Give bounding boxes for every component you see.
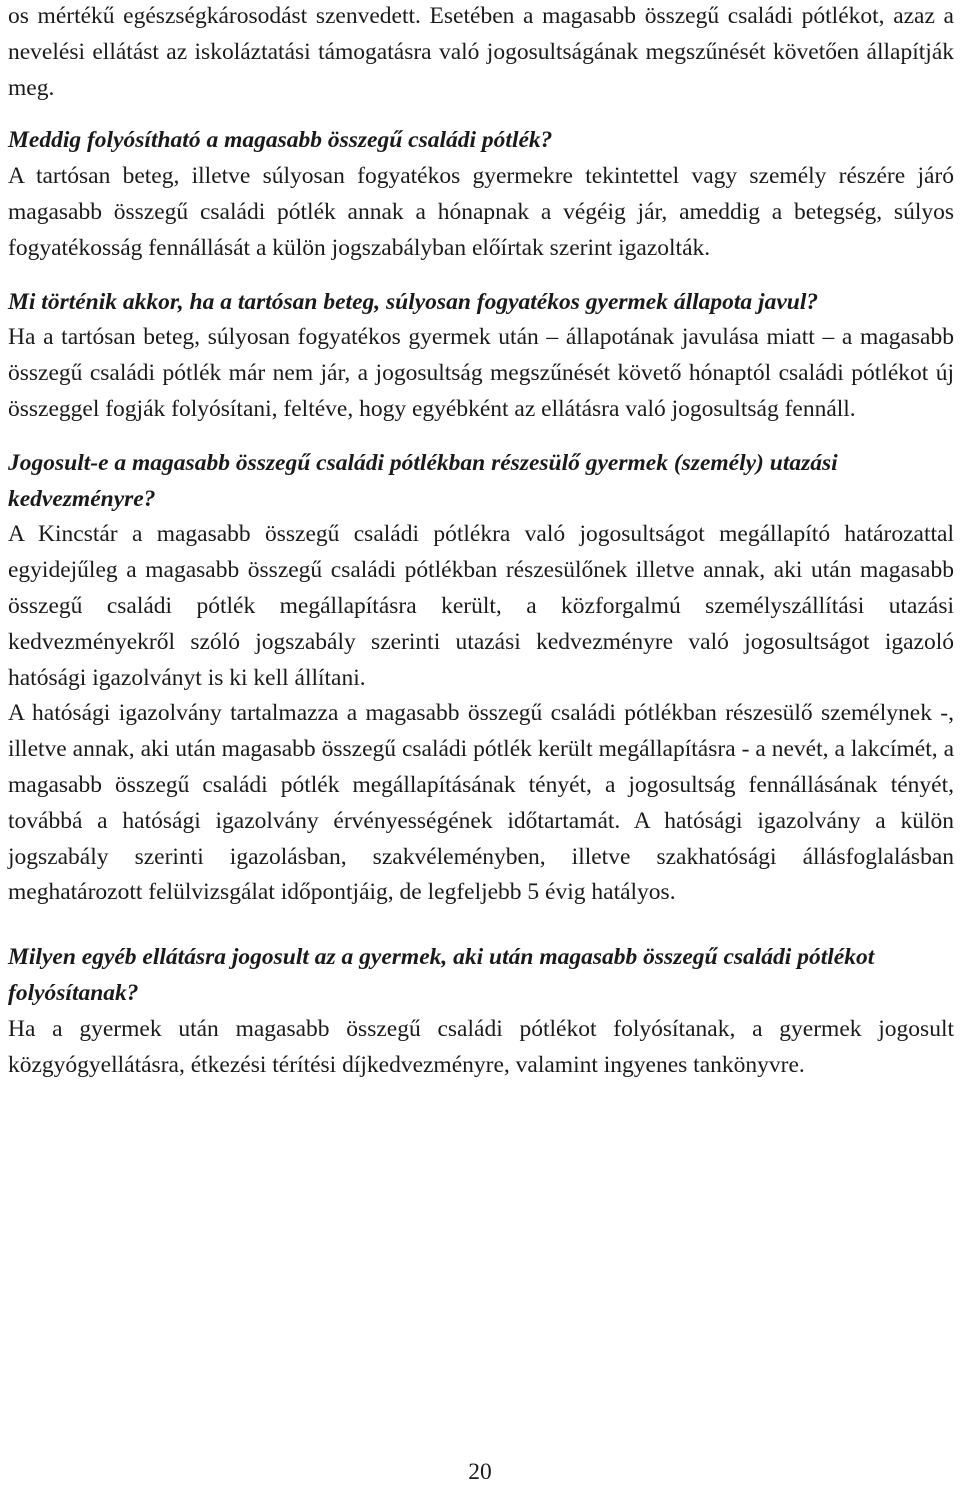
section-heading-other-benefits: Milyen egyéb ellátásra jogosult az a gyermek, aki után magasabb összegű családi pótlékot folyósítanak? bbox=[8, 944, 875, 1006]
section-paragraph-duration: A tartósan beteg, illetve súlyosan fogyatékos gyermekre tekintettel vagy személy részére járó magasabb összegű családi pótlék annak a hónapnak a végéig jár, ameddig a betegség, súlyos fogyatékosság fennállását a külön jogszabályban előírtak szerint igazolták. bbox=[8, 163, 954, 261]
page-number: 20 bbox=[468, 1459, 492, 1485]
section-paragraph-certificate-contents: A hatósági igazolvány tartalmazza a magasabb összegű családi pótlékban részesülő személynek -, illetve annak, aki után magasabb összegű családi pótlék került megállapításra - a nevét, a lakcímét, a magasabb összegű családi pótlék megállapításának tényét, a jogosultság fennállásának tényét, továbbá a hatósági igazolvány érvényességének időtartamát. A hatósági igazolvány a külön jogszabály szerinti igazolásban, szakvéleményben, illetve szakhatósági állásfoglalásban meghatározott felülvizsgálat időpontjáig, de legfeljebb 5 évig hatályos. bbox=[8, 700, 954, 906]
section-heading-duration: Meddig folyósítható a magasabb összegű családi pótlék? bbox=[8, 127, 553, 154]
section-paragraph-other-benefits: Ha a gyermek után magasabb összegű családi pótlékot folyósítanak, a gyermek jogosult közgyógyellátásra, étkezési térítési díjkedvezményre, valamint ingyenes tankönyvre. bbox=[8, 1015, 954, 1078]
intro-paragraph: os mértékű egészségkárosodást szenvedett. Esetében a magasabb összegű családi pótlékot, azaz a nevelési ellátást az iskoláztatási támogatásra való jogosultságának megszűnését követően állapítják meg. bbox=[8, 3, 954, 101]
section-paragraph-travel-discount: A Kincstár a magasabb összegű családi pótlékra való jogosultságot megállapító határozattal egyidejűleg a magasabb összegű családi pótlékban részesülőnek illetve annak, aki után magasabb összegű családi pótlék megállapításra került, a közforgalmú személyszállítási utazási kedvezményekről szóló jogszabály szerinti utazási kedvezményre való jogosultságot igazoló hatósági igazolványt is ki kell állítani. bbox=[8, 521, 954, 691]
section-paragraph-condition-improves: Ha a tartósan beteg, súlyosan fogyatékos gyermek után – állapotának javulása miatt – a magasabb összegű családi pótlék már nem jár, a jogosultság megszűnését követő hónaptól családi pótlékot új összeggel fogják folyósítani, feltéve, hogy egyébként az ellátásra való jogosultság fennáll. bbox=[8, 324, 954, 422]
section-heading-travel-discount: Jogosult-e a magasabb összegű családi pótlékban részesülő gyermek (személy) utazási kedvezményre? bbox=[8, 449, 838, 512]
section-heading-condition-improves: Mi történik akkor, ha a tartósan beteg, súlyosan fogyatékos gyermek állapota javul? bbox=[8, 288, 819, 315]
document-page bbox=[8, 0, 954, 1083]
